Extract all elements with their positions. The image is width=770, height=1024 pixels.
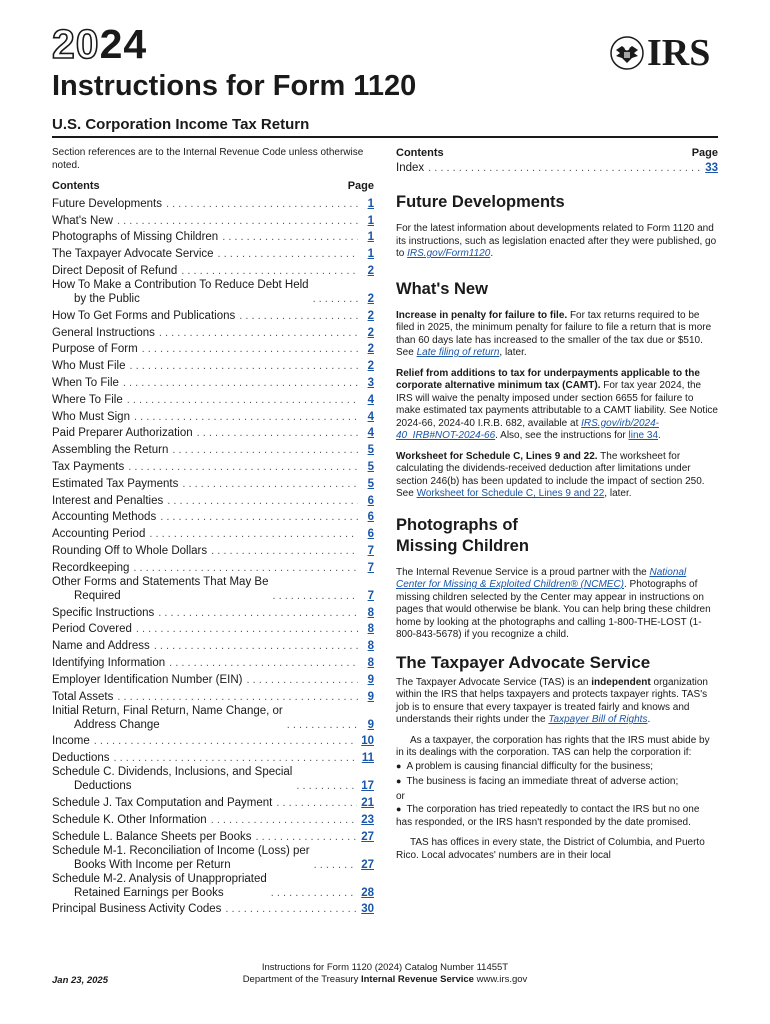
toc-leader-dots	[136, 622, 358, 636]
toc-page-link[interactable]: 5	[367, 444, 374, 457]
toc-page-link[interactable]: 8	[367, 656, 374, 669]
toc-item-label	[52, 796, 272, 810]
toc-page-link[interactable]: 6	[367, 528, 374, 541]
toc-page-link[interactable]: 33	[705, 161, 718, 174]
toc-item-label	[52, 278, 309, 306]
toc-item[interactable]	[52, 440, 374, 457]
tas-independent: independent	[591, 676, 651, 688]
toc-item[interactable]	[52, 810, 374, 827]
toc-page-link[interactable]: 30	[361, 903, 374, 916]
right-toc-page-heading: Page	[691, 147, 718, 159]
toc-leader-dots	[127, 393, 358, 407]
toc-item-label-line: Estimated Tax Payments	[52, 477, 179, 490]
right-column	[396, 147, 718, 870]
toc-item-label-line: When To File	[52, 376, 119, 389]
toc-item[interactable]	[52, 765, 374, 793]
toc-page-link[interactable]: 7	[367, 544, 374, 557]
toc-item-label	[52, 734, 90, 748]
toc-item-label-line: Schedule C. Dividends, Inclusions, and Special	[52, 766, 293, 779]
toc-leader-dots	[166, 197, 358, 211]
toc-item-label	[52, 477, 178, 491]
tas-or: or	[396, 790, 405, 802]
toc-item-label-line: Rounding Off to Whole Dollars	[52, 544, 208, 557]
toc-item-label	[52, 426, 193, 440]
toc-item-label	[52, 656, 165, 670]
toc-item[interactable]	[52, 340, 374, 357]
revision-date: Jan 23, 2025	[52, 975, 108, 986]
camt-text-end: .	[658, 430, 661, 441]
toc-leader-dots	[159, 326, 358, 340]
toc-page-link[interactable]: 9	[367, 718, 374, 731]
toc-item-label	[52, 460, 124, 474]
irs-logo-text: IRS	[647, 32, 711, 74]
missing-heading-line2: Missing Children	[396, 536, 529, 555]
right-toc-header	[396, 147, 718, 160]
penalty-lead: Increase in penalty for failure to file.	[396, 309, 568, 321]
missing-children-text	[396, 567, 718, 642]
footer-dept-post: www.irs.gov	[473, 974, 528, 985]
toc-page-link[interactable]: 1	[367, 231, 374, 244]
toc-item-label-continuation: Books With Income per Return	[74, 858, 231, 871]
camt-text: For tax year 2024, the IRS will waive the penalty imposed under section 6655 for failure to make estimated tax payments attributable to a CAMT liability. See Notice 2024-66, 2024-40 I.R.B. 682, available at	[396, 380, 718, 429]
toc-item[interactable]	[52, 900, 374, 917]
toc-item[interactable]	[52, 732, 374, 749]
toc-item-label	[52, 830, 251, 844]
toc-item-label	[52, 247, 214, 261]
toc-item-label	[52, 230, 218, 244]
footer-catalog: Instructions for Form 1120 (2024) Catalog Number 11455T	[261, 962, 509, 973]
toc-item[interactable]	[52, 827, 374, 844]
camt-paragraph	[396, 368, 718, 443]
camt-text-mid: . Also, see the instructions for	[495, 430, 629, 441]
toc-item-label-line: Accounting Period	[52, 528, 146, 541]
toc-page-link[interactable]: 4	[367, 410, 374, 423]
toc-item[interactable]	[52, 228, 374, 245]
toc-page-link[interactable]: 27	[361, 830, 374, 843]
toc-item-label-line: Accounting Methods	[52, 511, 157, 524]
toc-leader-dots	[117, 690, 358, 704]
toc-item-label-line: Schedule L. Balance Sheets per Books	[52, 830, 252, 843]
tas-bullet-3: ● The corporation has tried repeatedly to contact the IRS but no one has responded, or the IRS hasn't responded by the date promised.	[396, 803, 718, 829]
late-filing-link[interactable]: Late filing of return	[416, 347, 500, 358]
taxpayer-advocate-heading: The Taxpayer Advocate Service	[396, 652, 651, 672]
toc-item-label-line: Photographs of Missing Children	[52, 231, 219, 244]
toc-leader-dots	[169, 656, 358, 670]
toc-item[interactable]	[52, 748, 374, 765]
toc-leader-dots	[222, 230, 358, 244]
toc-item-label	[52, 443, 168, 457]
worksheet-link[interactable]: Worksheet for Schedule C, Lines 9 and 22	[416, 488, 605, 499]
header-rule	[52, 136, 718, 138]
tas-paragraph-2: As a taxpayer, the corporation has rights that the IRS must abide by in its dealings with the corporation. TAS can help the corporation if:	[396, 734, 710, 758]
toc-item-label	[52, 751, 110, 765]
toc-page-link[interactable]: 2	[367, 360, 374, 373]
edition-year	[52, 21, 148, 67]
toc-item-label-continuation: Required	[74, 589, 121, 602]
toc-item[interactable]	[52, 524, 374, 541]
worksheet-paragraph	[396, 451, 718, 501]
toc-item-label-line: Schedule M-1. Reconciliation of Income (Loss) per	[52, 844, 310, 857]
future-text-end: .	[490, 248, 494, 259]
penalty-text-end: , later.	[499, 347, 527, 358]
toc-item-label-line: Schedule K. Other Information	[52, 813, 207, 826]
toc-item-label	[52, 844, 310, 872]
toc-leader-dots	[142, 342, 358, 356]
toc-item[interactable]	[52, 704, 374, 732]
toc-item-label	[52, 359, 126, 373]
toc-item[interactable]	[52, 491, 374, 508]
toc-item-label-line: Initial Return, Final Return, Name Change, or	[52, 704, 283, 717]
toc-item-label-continuation: Retained Earnings per Books	[74, 886, 224, 899]
worksheet-text: The worksheet for calculating the dividends-received deduction after limitations under section 246(b) has been updated to include the impact of section 250. See	[396, 450, 705, 499]
tas-text-end: .	[647, 714, 651, 725]
toc-leader-dots	[197, 426, 358, 440]
tas-bullet-1: ● A problem is causing financial difficulty for the business;	[396, 760, 718, 774]
left-column	[52, 147, 374, 916]
tas-paragraph-3: TAS has offices in every state, the District of Columbia, and Puerto Rico. Local advocates' numbers are in their local	[396, 837, 705, 861]
toc-leader-dots	[246, 673, 358, 687]
toc-item[interactable]	[52, 424, 374, 441]
worksheet-lead: Worksheet for Schedule C, Lines 9 and 22.	[396, 450, 598, 462]
toc-item-label	[52, 510, 156, 524]
toc-item-label-line: Paid Preparer Authorization	[52, 427, 193, 440]
toc-item[interactable]	[52, 244, 374, 261]
toc-item-label	[52, 309, 235, 323]
toc-item[interactable]	[52, 508, 374, 525]
toc-item-label	[52, 704, 283, 732]
toc-item-label-line: Assembling the Return	[52, 444, 169, 457]
toc-leader-dots	[225, 902, 357, 916]
toc-page-link[interactable]: 1	[367, 197, 374, 210]
toc-leader-dots	[114, 751, 358, 765]
toc-page-link[interactable]: 7	[367, 589, 374, 602]
toc-item-label-line: Direct Deposit of Refund	[52, 264, 178, 277]
toc-item[interactable]	[52, 356, 374, 373]
toc-item-label-line: How To Get Forms and Publications	[52, 309, 236, 322]
toc-item[interactable]	[52, 872, 374, 900]
footer-irs: Internal Revenue Service	[360, 974, 474, 985]
toc-page-link[interactable]: 5	[367, 477, 374, 490]
toc-item-label: Index	[396, 161, 425, 174]
toc-leader-dots	[218, 247, 358, 261]
toc-leader-dots	[314, 858, 358, 872]
toc-item-label-continuation: Deductions	[74, 780, 132, 793]
future-developments-heading: Future Developments	[396, 193, 565, 211]
toc-item-label	[52, 622, 132, 636]
toc-item-label-line: What's New	[52, 214, 113, 227]
toc-leader-dots	[271, 886, 357, 900]
toc-page-link[interactable]: 2	[367, 326, 374, 339]
footer-info	[0, 962, 770, 986]
toc-item-label-line: Specific Instructions	[52, 606, 155, 619]
ncmec-link[interactable]: National Center for Missing & Exploited Children® (NCMEC)	[396, 566, 687, 590]
toc-page-link[interactable]: 23	[361, 813, 374, 826]
toc-page-link[interactable]: 6	[367, 494, 374, 507]
toc-item-label-line: Schedule J. Tax Computation and Payment	[52, 796, 273, 809]
document-title: Instructions for Form 1120	[52, 70, 417, 102]
toc-item-label	[52, 410, 130, 424]
toc-item-label	[52, 544, 207, 558]
toc-item[interactable]	[52, 670, 374, 687]
toc-item-label	[52, 376, 119, 390]
toc-item-label-line: Income	[52, 735, 90, 748]
toc-item-label	[52, 214, 113, 228]
toc-page-link[interactable]: 2	[367, 309, 374, 322]
toc-page-link[interactable]: 8	[367, 606, 374, 619]
toc-page-link[interactable]: 7	[367, 561, 374, 574]
toc-leader-dots	[181, 264, 358, 278]
penalty-paragraph	[396, 310, 718, 360]
toc-item-label	[52, 342, 138, 356]
toc-item-label	[52, 673, 242, 687]
toc-page-link[interactable]: 2	[367, 292, 374, 305]
toc-item[interactable]	[52, 211, 374, 228]
toc-item-label-line: Purpose of Form	[52, 343, 138, 356]
toc-page-link[interactable]: 21	[361, 796, 374, 809]
toc-item[interactable]	[52, 390, 374, 407]
toc-item-label-continuation: by the Public	[74, 292, 140, 305]
toc-page-link[interactable]: 2	[367, 264, 374, 277]
toc-item[interactable]	[52, 558, 374, 575]
toc-item-index[interactable]	[396, 162, 718, 175]
toc-item[interactable]	[52, 373, 374, 390]
toc-item-label-line: Other Forms and Statements That May Be	[52, 575, 269, 588]
toc-item[interactable]	[52, 603, 374, 620]
toc-item[interactable]	[52, 474, 374, 491]
toc-item[interactable]	[52, 653, 374, 670]
toc-item-label-line: Where To File	[52, 393, 123, 406]
toc-page-link[interactable]: 11	[361, 752, 374, 765]
toc-page-link[interactable]: 8	[367, 640, 374, 653]
toc-page-link[interactable]: 4	[367, 427, 374, 440]
toc-item[interactable]	[52, 306, 374, 323]
toc-item-label-line: Schedule M-2. Analysis of Unappropriated	[52, 872, 267, 885]
toc-leader-dots	[117, 214, 358, 228]
toc-item-label-line: Deductions	[52, 752, 110, 765]
toc-item[interactable]	[52, 636, 374, 653]
toc-leader-dots	[272, 589, 358, 603]
toc-item-label-line: Total Assets	[52, 690, 114, 703]
future-text: For the latest information about developments related to Form 1120 and its instructions, such as legislation enacted after they were published, go to	[396, 223, 717, 259]
toc-item-label-line: Tax Payments	[52, 460, 125, 473]
year-prefix: 20	[52, 21, 100, 67]
toc-item-label	[52, 561, 129, 575]
worksheet-text-end: , later.	[604, 488, 632, 499]
toc-page-link[interactable]: 3	[367, 376, 374, 389]
toc-item-label	[52, 494, 163, 508]
toc-page-link[interactable]: 28	[361, 886, 374, 899]
irs-eagle-icon	[610, 36, 644, 70]
toc-item[interactable]	[52, 620, 374, 637]
toc-leader-dots	[154, 639, 358, 653]
toc-leader-dots	[123, 376, 358, 390]
toc-item-label	[52, 639, 150, 653]
document-subtitle: U.S. Corporation Income Tax Return	[52, 116, 310, 133]
toc-page-link[interactable]: 9	[367, 690, 374, 703]
toc-item-label	[52, 575, 268, 603]
toc-item[interactable]	[52, 457, 374, 474]
toc-item[interactable]	[52, 541, 374, 558]
toc-leader-dots	[239, 309, 358, 323]
intro-note: Section references are to the Internal Revenue Code unless otherwise noted.	[52, 147, 364, 171]
toc-item-label	[52, 872, 267, 900]
toc-item[interactable]	[52, 261, 374, 278]
toc-item-label	[52, 606, 154, 620]
toc-item-label	[52, 393, 123, 407]
toc-leader-dots	[428, 162, 701, 175]
toc-item[interactable]	[52, 793, 374, 810]
toc-heading: Contents	[52, 180, 100, 192]
line34-link[interactable]: line 34	[628, 430, 659, 441]
camt-lead: Relief from additions to tax for underpayments applicable to the corporate alternative minimum tax (CAMT).	[396, 367, 700, 391]
toc-leader-dots	[182, 477, 358, 491]
toc-leader-dots	[172, 443, 358, 457]
toc-item-label-line: Period Covered	[52, 623, 132, 636]
toc-item[interactable]	[52, 194, 374, 211]
toc-item-label	[52, 902, 221, 916]
toc-item-label-line: Recordkeeping	[52, 561, 130, 574]
year-suffix: 24	[99, 21, 148, 67]
toc-leader-dots	[255, 830, 357, 844]
toc-item-label-line: Name and Address	[52, 640, 150, 653]
toc-item-label-line: Interest and Penalties	[52, 494, 164, 507]
toc-item[interactable]	[52, 687, 374, 704]
toc-item-label	[52, 527, 145, 541]
toc-leader-dots	[149, 527, 358, 541]
toc-item-label-line: Who Must File	[52, 360, 126, 373]
whats-new-heading: What's New	[396, 279, 488, 298]
toc-header	[52, 180, 374, 192]
notice-link[interactable]: IRS.gov/irb/2024-40_IRB#NOT-2024-66	[396, 417, 659, 441]
toc-leader-dots	[211, 813, 358, 827]
toc-page-link[interactable]: 1	[367, 248, 374, 261]
toc-item-label	[52, 765, 292, 793]
toc-leader-dots	[211, 544, 358, 558]
toc-leader-dots	[296, 779, 357, 793]
toc-leader-dots	[134, 410, 358, 424]
tas-text2: organization within the IRS that helps taxpayers and protects taxpayer rights. TAS's job is to ensure that every taxpayer is treated fairly and knows and understands their rights under the	[396, 676, 708, 725]
toc-item-label-continuation: Address Change	[74, 718, 160, 731]
right-toc-heading: Contents	[396, 147, 444, 159]
toc-page-link[interactable]: 27	[361, 858, 374, 871]
toc-leader-dots	[94, 734, 357, 748]
toc-item-label	[52, 326, 155, 340]
toc-item-label-line: Employer Identification Number (EIN)	[52, 673, 243, 686]
missing-heading-line1: Photographs of	[396, 515, 518, 534]
bill-of-rights-link[interactable]: Taxpayer Bill of Rights	[548, 714, 648, 725]
toc-leader-dots	[133, 561, 358, 575]
toc-item-label-line: Who Must Sign	[52, 410, 130, 423]
toc-page-link[interactable]: 17	[361, 780, 374, 793]
toc-page-heading: Page	[347, 180, 374, 192]
toc-item[interactable]	[52, 844, 374, 872]
penalty-text: For tax returns required to be filed in 2025, the minimum penalty for failure to file a return that is more than 60 days late has increased to the smaller of the tax due or $510. See	[396, 309, 712, 358]
toc-item[interactable]	[52, 278, 374, 306]
toc-item[interactable]	[52, 323, 374, 340]
footer-dept-pre: Department of the Treasury	[242, 974, 361, 985]
toc-item-label	[52, 813, 207, 827]
toc-leader-dots	[160, 510, 358, 524]
toc-item-label-line: Future Developments	[52, 197, 162, 210]
tas-text1: The Taxpayer Advocate Service (TAS) is an	[396, 676, 592, 688]
toc-page-link[interactable]: 1	[367, 214, 374, 227]
toc-list	[52, 194, 374, 916]
toc-item-label	[52, 197, 162, 211]
toc-page-link[interactable]: 9	[367, 673, 374, 686]
toc-item-label	[52, 690, 113, 704]
toc-leader-dots	[313, 292, 358, 306]
missing-text1: The Internal Revenue Service is a proud partner with the	[396, 566, 650, 578]
toc-leader-dots	[128, 460, 358, 474]
toc-page-link[interactable]: 2	[367, 343, 374, 356]
form1120-link[interactable]: IRS.gov/Form1120	[407, 248, 491, 259]
toc-leader-dots	[167, 494, 358, 508]
toc-page-link[interactable]: 4	[367, 393, 374, 406]
toc-item-label-line: Principal Business Activity Codes	[52, 903, 222, 916]
tas-paragraph-1	[396, 677, 718, 727]
toc-item-label	[52, 264, 177, 278]
future-developments-text	[396, 223, 718, 261]
toc-page-link[interactable]: 6	[367, 511, 374, 524]
toc-leader-dots	[287, 718, 358, 732]
toc-item-label-line: How To Make a Contribution To Reduce Debt Held	[52, 278, 309, 291]
irs-logo	[610, 34, 710, 72]
toc-page-link[interactable]: 5	[367, 460, 374, 473]
toc-leader-dots	[130, 359, 359, 373]
toc-item-label-line: The Taxpayer Advocate Service	[52, 248, 214, 261]
toc-page-link[interactable]: 10	[361, 735, 374, 748]
missing-children-heading	[396, 515, 718, 557]
footer-department	[0, 974, 770, 986]
missing-text2: . Photographs of missing children selected by the Center may appear in instructions on pages that would otherwise be blank. You can help bring these children home by looking at the photographs and calling 1-800-THE-LOST (1-800-843-5678) if you recognize a child.	[396, 579, 711, 640]
tas-bullet-2: ● The business is facing an immediate threat of adverse action;	[396, 775, 718, 789]
toc-leader-dots	[276, 796, 357, 810]
toc-item-label-line: General Instructions	[52, 326, 155, 339]
toc-item[interactable]	[52, 575, 374, 603]
toc-page-link[interactable]: 8	[367, 623, 374, 636]
toc-item-label-line: Identifying Information	[52, 656, 166, 669]
toc-item[interactable]	[52, 407, 374, 424]
toc-leader-dots	[158, 606, 358, 620]
